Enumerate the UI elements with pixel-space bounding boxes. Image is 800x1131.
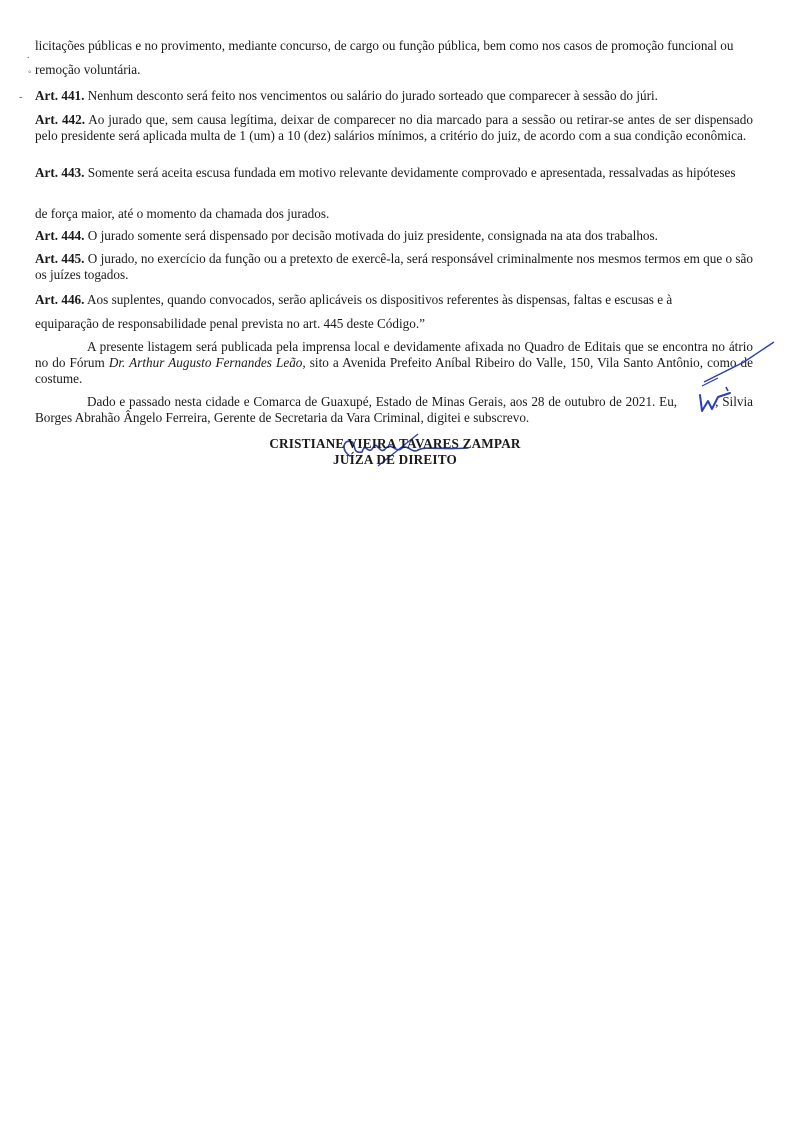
signature-block	[0, 436, 790, 468]
closing-paragraph: Dado e passado nesta cidade e Comarca de Guaxupé, Estado de Minas Gerais, aos 28 de outubro de 2021. Eu, , Silvia Borges Abrahão Ângelo Ferreira, Gerente de Secretaria da Vara Criminal, digitei e subscrevo.	[35, 394, 757, 425]
article-442	[35, 112, 753, 144]
signatory-title: JUÍZA DE DIREITO	[333, 452, 457, 467]
text-line: licitações públicas e no provimento, mediante concurso, de cargo ou função pública, bem como nos casos de promoção funcional ou	[35, 38, 734, 53]
article-text: O jurado, no exercício da função ou a pretexto de exercê-la, será responsável criminalmente nos mesmos termos em que o são os juízes togados.	[35, 251, 753, 282]
article-446	[35, 292, 753, 308]
article-445	[35, 251, 753, 283]
text-line: remoção voluntária.	[35, 62, 141, 77]
article-text: O jurado somente será dispensado por decisão motivada do juiz presidente, consignada na ata dos trabalhos.	[84, 228, 658, 243]
text-line: equiparação de responsabilidade penal prevista no art. 445 deste Código.”	[35, 316, 425, 331]
text-line: de força maior, até o momento da chamada dos jurados.	[35, 206, 330, 221]
publication-paragraph: A presente listagem será publicada pela imprensa local e devidamente afixada no Quadro de Editais que se encontra no átrio no do Fórum Dr. Arthur Augusto Fernandes Leão, sito a Avenida Prefeito Aníbal Ribeiro do Valle, 150, Vila Santo Antônio, como de costume.	[35, 339, 754, 386]
article-text: Ao jurado que, sem causa legítima, deixar de comparecer no dia marcado para a sessão ou retirar-se antes de ser dispensado pelo presidente será aplicada multa de 1 (um) a 10 (dez) salários mínimos, a critério do juiz, de acordo com a sua condição econômica.	[35, 112, 753, 143]
signatory-name: CRISTIANE VIEIRA TAVARES ZAMPAR	[269, 436, 521, 451]
margin-mark: -	[19, 92, 23, 103]
article-441	[35, 88, 753, 104]
article-label: Art. 445.	[35, 251, 85, 266]
article-label: Art. 441.	[35, 88, 85, 103]
handwritten-rubric-icon	[700, 338, 780, 388]
handwritten-initials-icon	[696, 383, 746, 423]
forum-name: Dr. Arthur Augusto Fernandes Leão,	[108, 355, 306, 370]
article-444	[35, 228, 753, 244]
article-label: Art. 442.	[35, 112, 86, 127]
article-443	[35, 165, 753, 181]
article-text: Somente será aceita escusa fundada em motivo relevante devidamente comprovado e apresentada, ressalvadas as hipóteses	[84, 165, 736, 180]
article-label: Art. 446.	[35, 292, 85, 307]
article-text: Aos suplentes, quando convocados, serão aplicáveis os dispositivos referentes às dispensas, faltas e escusas e à	[84, 292, 673, 307]
article-label: Art. 444.	[35, 228, 85, 243]
margin-mark: .	[27, 50, 30, 61]
article-text: Nenhum desconto será feito nos vencimentos ou salário do jurado sorteado que comparecer à sessão do júri.	[84, 88, 658, 103]
margin-mark: ◦	[28, 67, 32, 78]
article-label: Art. 443.	[35, 165, 85, 180]
